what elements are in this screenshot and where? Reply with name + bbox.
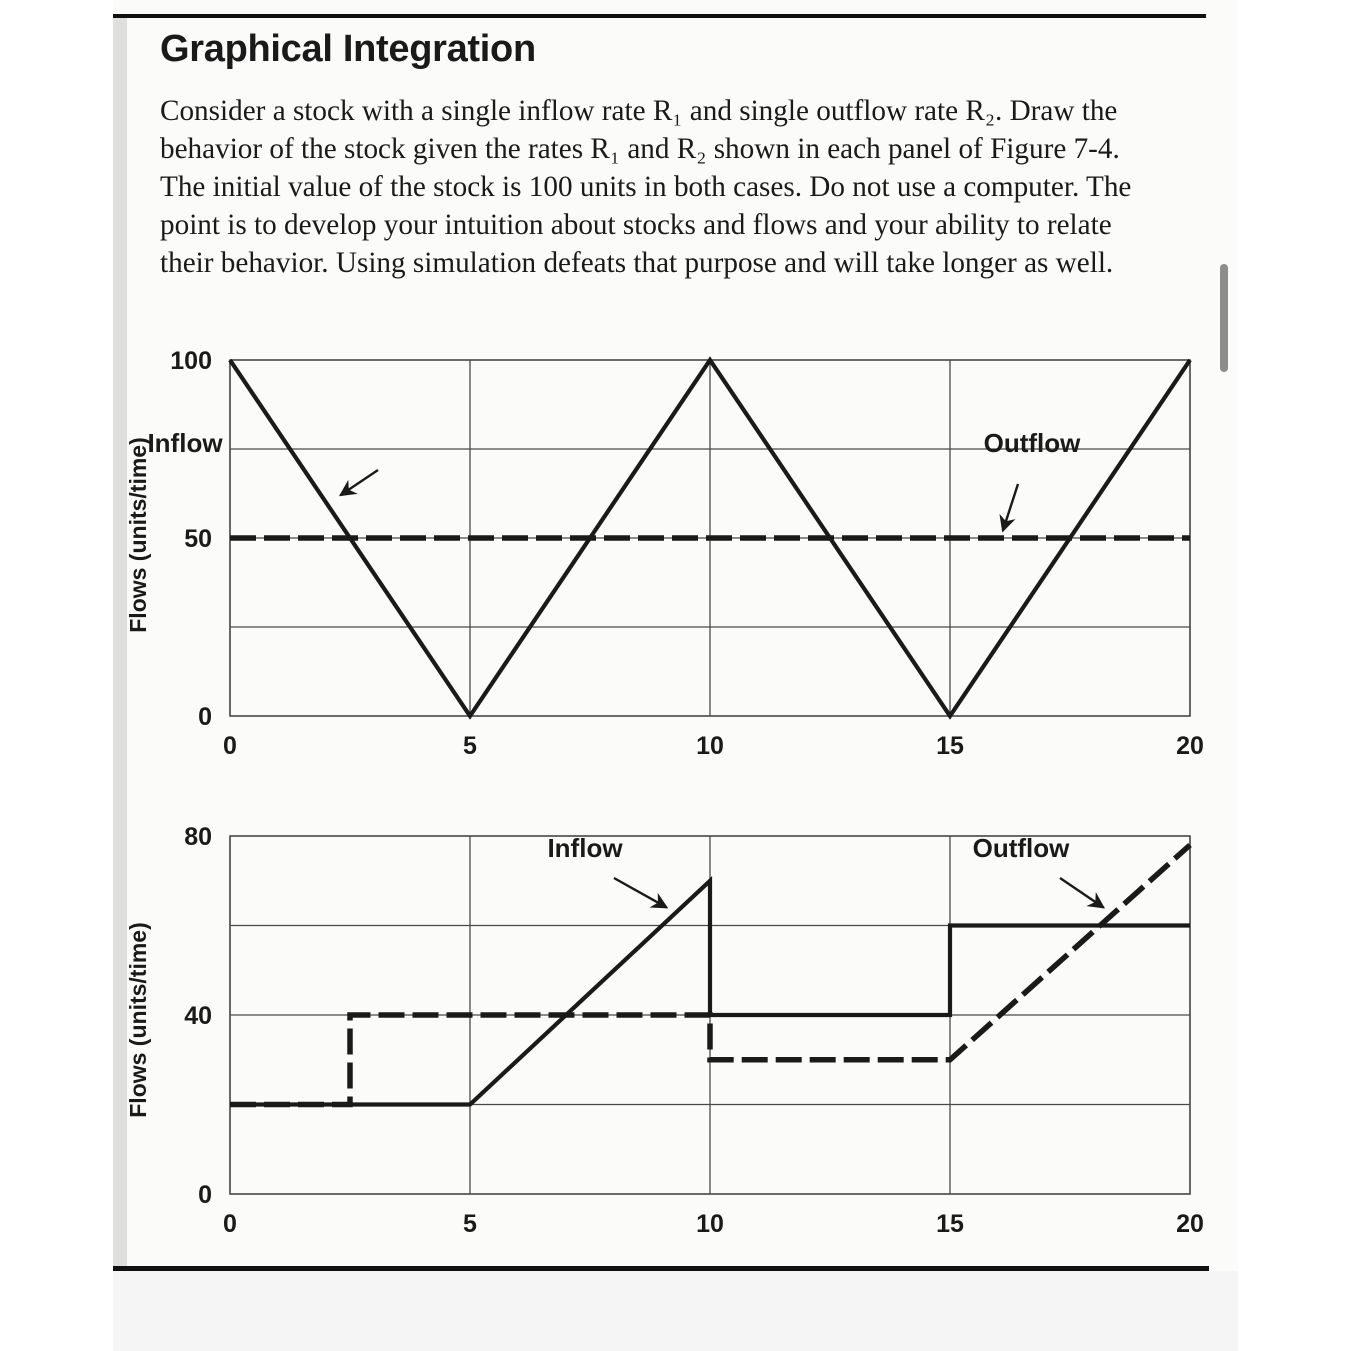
annotation-outflow-label: Outflow [972, 833, 1070, 863]
x-tick-label: 20 [1176, 732, 1204, 760]
y-tick-label: 40 [184, 1002, 212, 1030]
y-tick-label: 100 [170, 347, 212, 375]
x-tick-label: 0 [223, 732, 237, 760]
annotation-inflow-arrow [340, 470, 378, 495]
page-title: Graphical Integration [160, 28, 536, 70]
annotation-inflow-arrow [614, 878, 667, 908]
x-tick-label: 10 [696, 1210, 724, 1238]
y-tick-label: 50 [184, 525, 212, 553]
annotation-inflow-label: Inflow [547, 833, 623, 863]
paragraph-line: Consider a stock with a single inflow rate R₁ and single outflow rate R₂. Draw the [160, 95, 1118, 127]
y-tick-label: 0 [198, 703, 212, 731]
x-tick-label: 5 [463, 732, 477, 760]
y-axis-label: Flows (units/time) [125, 437, 151, 633]
x-tick-label: 15 [936, 1210, 964, 1238]
annotation-outflow-arrow [1060, 878, 1104, 908]
x-tick-label: 20 [1176, 1210, 1204, 1238]
x-tick-label: 5 [463, 1210, 477, 1238]
paragraph-line: The initial value of the stock is 100 units in both cases. Do not use a computer. The [160, 171, 1132, 203]
annotation-outflow-label: Outflow [983, 428, 1081, 458]
paragraph-line: behavior of the stock given the rates R₁ and R₂ shown in each panel of Figure 7-4. [160, 133, 1120, 165]
annotation-inflow-label: Inflow [147, 428, 223, 458]
x-tick-label: 15 [936, 732, 964, 760]
x-tick-label: 10 [696, 732, 724, 760]
y-axis-label: Flows (units/time) [125, 922, 151, 1118]
x-tick-label: 0 [223, 1210, 237, 1238]
paragraph-line: their behavior. Using simulation defeats that purpose and will take longer as well. [160, 247, 1114, 279]
paragraph-line: point is to develop your intuition about stocks and flows and your ability to relate [160, 209, 1112, 241]
annotation-outflow-arrow [1003, 484, 1018, 531]
y-tick-label: 80 [184, 823, 212, 851]
y-tick-label: 0 [198, 1181, 212, 1209]
